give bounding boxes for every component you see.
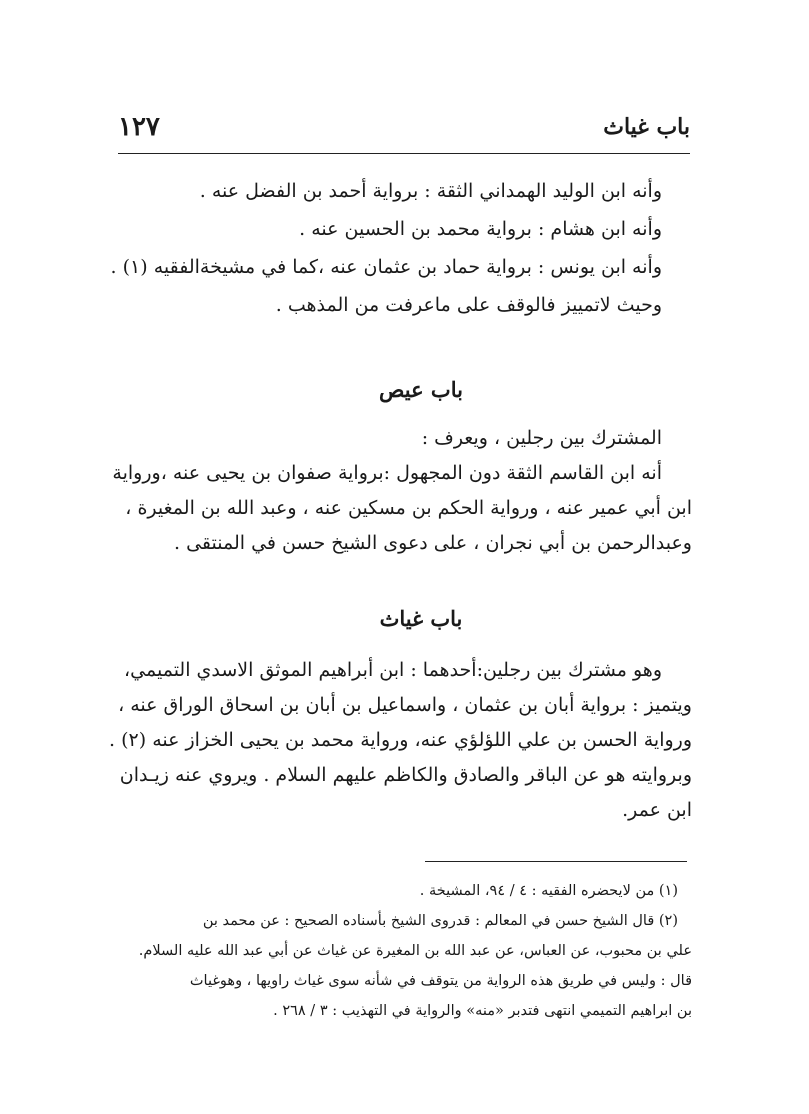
text-line: وأنه ابن يونس : برواية حماد بن عثمان عنه ،كما في مشيخةالفقيه (١) .: [110, 256, 662, 278]
footnote-rule: [425, 861, 687, 862]
footnote-line: بن ابراهيم التميمي انتهى فتدبر «منه» والرواية في التهذيب : ٣ / ٢٦٨ .: [273, 1003, 692, 1019]
text-line: ويتميز : برواية أبان بن عثمان ، واسماعيل بن أبان بن اسحاق الوراق عنه ،: [118, 694, 692, 716]
text-line: وبروايته هو عن الباقر والصادق والكاظم عليهم السلام . ويروي عنه زيـدان: [119, 764, 692, 786]
text-line: وحيث لاتمييز فالوقف على ماعرفت من المذهب .: [275, 294, 662, 316]
footnote-line: (٢) قال الشيخ حسن في المعالم : قدروى الشيخ بأسناده الصحيح : عن محمد بن: [202, 913, 678, 929]
text-line: وعبدالرحمن بن أبي نجران ، على دعوى الشيخ حسن في المنتقى .: [173, 532, 692, 554]
footnotes: [138, 876, 692, 1026]
section-heading-ais: باب عيص: [379, 377, 463, 402]
section-ghiyath-body: [109, 653, 692, 828]
text-line: وأنه ابن الوليد الهمداني الثقة : برواية أحمد بن الفضل عنه .: [199, 180, 662, 202]
header-rule: [118, 153, 690, 154]
text-line: وهو مشترك بين رجلين:أحدهما : ابن أبراهيم الموثق الاسدي التميمي،: [124, 659, 662, 681]
text-line: وأنه ابن هشام : برواية محمد بن الحسين عنه .: [299, 218, 662, 240]
text-line: أنه ابن القاسم الثقة دون المجهول :برواية صفوان بن يحيى عنه ،ورواية: [112, 462, 662, 484]
text-line: ابن عمر.: [622, 799, 692, 821]
footnote-line: (١) من لايحضره الفقيه : ٤ / ٩٤، المشيخة .: [419, 883, 678, 899]
footnote-line: علي بن محبوب، عن العباس، عن عبد الله بن المغيرة عن غياث عن أبي عبد الله عليه السلام.: [138, 943, 692, 959]
section-ais-body: [112, 421, 692, 561]
page-header: [118, 112, 690, 156]
text-line: المشترك بين رجلين ، ويعرف :: [421, 427, 662, 449]
running-title: باب غياث: [603, 114, 690, 140]
footnote-line: قال : وليس في طريق هذه الرواية من يتوقف في شأنه سوى غياث راويها ، وهوغياث: [189, 973, 692, 989]
top-paragraph: [110, 172, 692, 324]
text-line: ورواية الحسن بن علي اللؤلؤي عنه، ورواية محمد بن يحيى الخزاز عنه (٢) .: [109, 729, 692, 751]
page-number: ١٢٧: [118, 112, 160, 142]
text-line: ابن أبي عمير عنه ، ورواية الحكم بن مسكين عنه ، وعبد الله بن المغيرة ،: [125, 497, 692, 519]
section-heading-ghiyath: باب غياث: [379, 606, 463, 631]
